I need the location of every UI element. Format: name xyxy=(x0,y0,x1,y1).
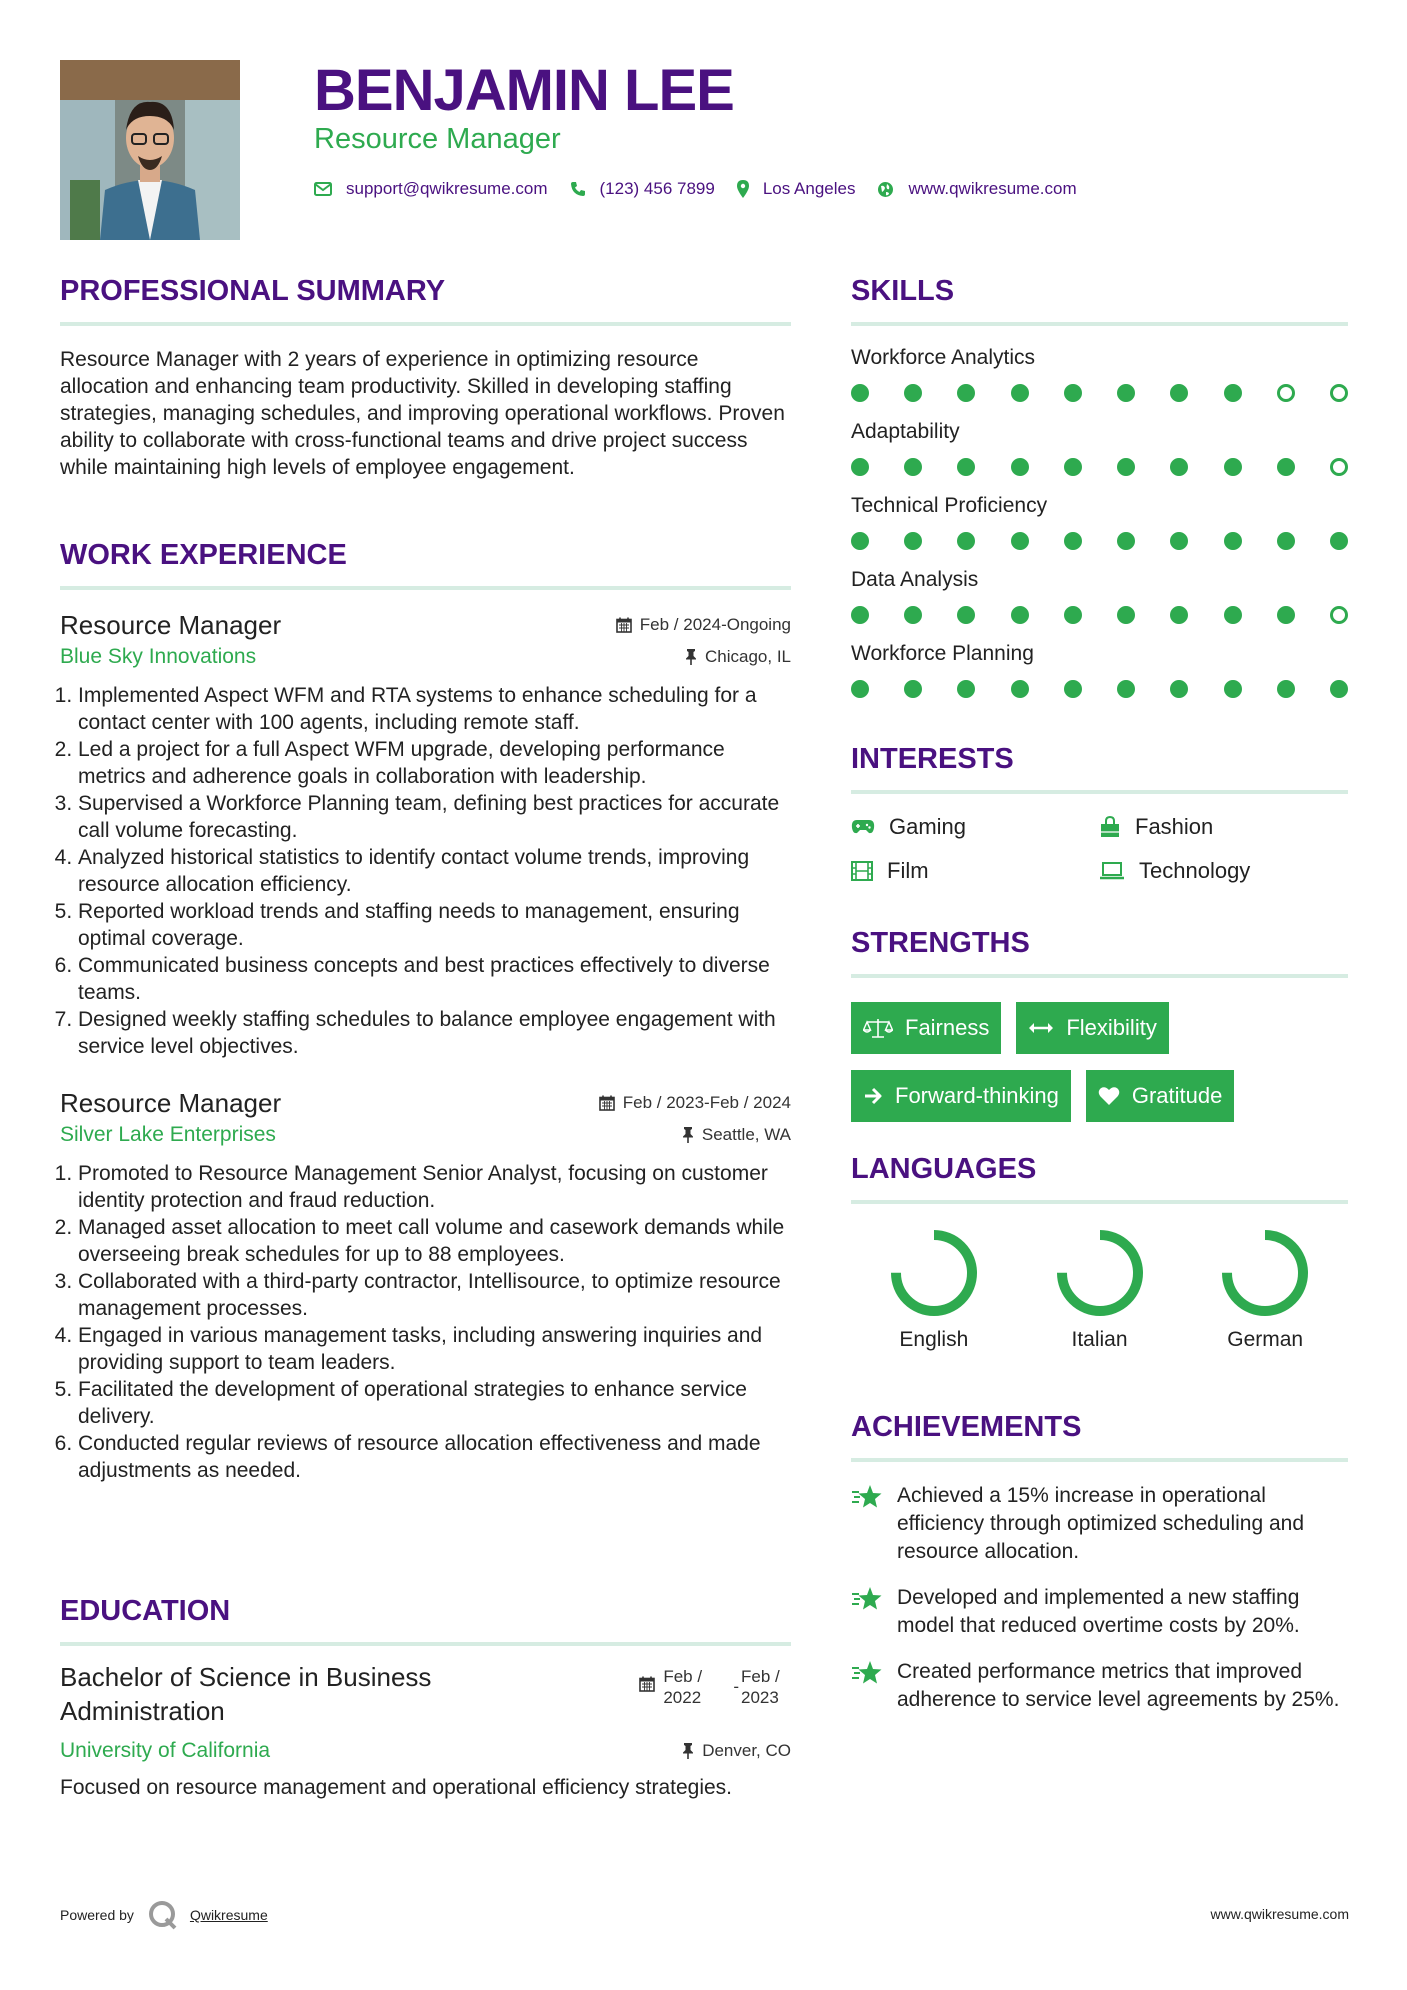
job-location-text: Seattle, WA xyxy=(701,1125,791,1144)
language-name: German xyxy=(1227,1328,1304,1351)
strength-label: Flexibility xyxy=(1066,1015,1157,1040)
interest-item xyxy=(1099,858,1347,884)
rating-dot-filled xyxy=(1277,680,1295,698)
achievement-item xyxy=(851,1482,1348,1566)
achievement-item xyxy=(851,1584,1348,1640)
rating-dot-filled xyxy=(904,606,922,624)
rating-dot-filled xyxy=(1170,532,1188,550)
language-item xyxy=(1017,1226,1183,1352)
duty-item: 1. Implemented Aspect WFM and RTA systems to enhance scheduling for a contact center with 100 agents, including remote staff. xyxy=(78,682,791,736)
calendar-icon xyxy=(639,1676,655,1692)
rating-dot-filled xyxy=(904,458,922,476)
rating-dot-filled xyxy=(1330,680,1348,698)
education-section xyxy=(60,1592,791,1801)
job-entry xyxy=(60,608,791,1060)
rating-dot-filled xyxy=(1117,384,1135,402)
achievement-item xyxy=(851,1658,1348,1714)
duty-list xyxy=(60,682,791,1060)
education-heading: EDUCATION xyxy=(60,1592,791,1646)
contact-phone[interactable] xyxy=(570,176,715,202)
summary-heading: PROFESSIONAL SUMMARY xyxy=(60,272,791,326)
company-name: Silver Lake Enterprises xyxy=(60,1123,276,1146)
rating-dot-filled xyxy=(1011,384,1029,402)
footer-website[interactable]: www.qwikresume.com xyxy=(1210,1906,1349,1922)
pushpin-icon xyxy=(682,1127,694,1143)
heart-icon xyxy=(1098,1086,1120,1106)
rating-dot-filled xyxy=(1064,606,1082,624)
website-text: www.qwikresume.com xyxy=(908,179,1077,198)
duty-item: 4. Engaged in various management tasks, including answering inquiries and providing support to team leaders. xyxy=(78,1322,791,1376)
skill-rating xyxy=(851,384,1348,402)
rating-dot-filled xyxy=(1224,680,1242,698)
rating-dot-filled xyxy=(1064,532,1082,550)
rating-dot-empty xyxy=(1330,458,1348,476)
powered-by-text: Powered by xyxy=(60,1907,134,1923)
degree-title: Bachelor of Science in Business Administration xyxy=(60,1662,432,1726)
achievements-heading: ACHIEVEMENTS xyxy=(851,1408,1348,1462)
rating-dot-filled xyxy=(1011,458,1029,476)
skill-name: Workforce Planning xyxy=(851,642,1034,665)
arrow-right-icon xyxy=(863,1087,883,1105)
language-level-arc xyxy=(1062,1235,1138,1311)
duty-item: 6. Conducted regular reviews of resource allocation effectiveness and made adjustments as needed. xyxy=(78,1430,791,1484)
summary-text: Resource Manager with 2 years of experience in optimizing resource allocation and enhancing team productivity. Skilled in developing staffing strategies, managing schedules, and improving operational workflows. Proven ability to collaborate with cross-functional teams and drive project success while maintaining high levels of employee engagement. xyxy=(60,348,785,479)
rating-dot-filled xyxy=(904,532,922,550)
skill-name: Adaptability xyxy=(851,420,960,443)
job-entry xyxy=(60,1086,791,1484)
qwikresume-logo-icon xyxy=(148,1900,178,1930)
rating-dot-filled xyxy=(1170,606,1188,624)
trophy-star-icon xyxy=(851,1484,883,1510)
candidate-title: Resource Manager xyxy=(314,123,561,155)
skill-rating xyxy=(851,680,1348,698)
calendar-icon xyxy=(599,1095,615,1111)
candidate-name: BENJAMIN LEE xyxy=(314,58,734,123)
experience-section xyxy=(60,536,791,1484)
rating-dot-filled xyxy=(851,532,869,550)
duty-item: 7. Designed weekly staffing schedules to balance employee engagement with service level objectives. xyxy=(78,1006,791,1060)
strength-tag xyxy=(851,1070,1071,1122)
job-dates-text: Feb / 2023-Feb / 2024 xyxy=(622,1093,791,1112)
school-name: University of California xyxy=(60,1739,271,1762)
duty-item: 3. Supervised a Workforce Planning team, defining best practices for accurate call volume forecasting. xyxy=(78,790,791,844)
strengths-section xyxy=(851,924,1348,1122)
education-location xyxy=(682,1741,791,1761)
skill-name: Technical Proficiency xyxy=(851,494,1048,517)
rating-dot-filled xyxy=(1330,532,1348,550)
rating-dot-filled xyxy=(1224,458,1242,476)
language-item xyxy=(1182,1226,1348,1352)
interest-label: Gaming xyxy=(889,814,967,839)
strength-tag xyxy=(851,1002,1001,1054)
rating-dot-filled xyxy=(1170,680,1188,698)
achievement-text: Achieved a 15% increase in operational efficiency through optimized scheduling and resource allocation. xyxy=(897,1484,1305,1563)
rating-dot-filled xyxy=(1011,680,1029,698)
interest-label: Technology xyxy=(1139,858,1251,883)
date-separator: - xyxy=(733,1677,739,1696)
language-name: English xyxy=(899,1328,969,1351)
pushpin-icon xyxy=(685,649,697,665)
education-description: Focused on resource management and operational efficiency strategies. xyxy=(60,1776,733,1799)
duty-item: 3. Collaborated with a third-party contractor, Intellisource, to optimize resource management processes. xyxy=(78,1268,791,1322)
job-location xyxy=(685,647,791,667)
rating-dot-filled xyxy=(1170,458,1188,476)
rating-dot-empty xyxy=(1330,384,1348,402)
rating-dot-filled xyxy=(1277,458,1295,476)
skill-rating xyxy=(851,458,1348,476)
rating-dot-filled xyxy=(1277,606,1295,624)
skill-rating xyxy=(851,532,1348,550)
rating-dot-filled xyxy=(1224,384,1242,402)
duty-list xyxy=(60,1160,791,1484)
languages-heading: LANGUAGES xyxy=(851,1150,1348,1204)
film-icon xyxy=(851,861,873,881)
phone-icon xyxy=(570,181,586,197)
interests-heading: INTERESTS xyxy=(851,740,1348,794)
job-dates-text: Feb / 2024-Ongoing xyxy=(639,615,791,634)
gamepad-icon xyxy=(851,819,875,835)
rating-dot-filled xyxy=(1011,532,1029,550)
rating-dot-filled xyxy=(957,384,975,402)
skills-heading: SKILLS xyxy=(851,272,1348,326)
interest-label: Film xyxy=(887,858,929,883)
language-progress-ring xyxy=(887,1226,981,1320)
contact-bar xyxy=(314,176,1099,202)
education-location-text: Denver, CO xyxy=(702,1741,791,1760)
strength-label: Fairness xyxy=(905,1015,990,1040)
company-name: Blue Sky Innovations xyxy=(60,645,257,668)
rating-dot-filled xyxy=(1277,532,1295,550)
rating-dot-filled xyxy=(851,606,869,624)
rating-dot-filled xyxy=(851,458,869,476)
summary-section xyxy=(60,272,791,481)
contact-website[interactable] xyxy=(877,176,1076,202)
rating-dot-filled xyxy=(1224,606,1242,624)
language-level-arc xyxy=(896,1235,972,1311)
achievement-text: Created performance metrics that improved adherence to service level agreements by 25%. xyxy=(897,1660,1340,1711)
achievement-text: Developed and implemented a new staffing model that reduced overtime costs by 20%. xyxy=(897,1586,1300,1637)
achievements-section xyxy=(851,1408,1348,1714)
education-start: Feb / 2022 xyxy=(663,1667,703,1707)
rating-dot-filled xyxy=(904,384,922,402)
phone-text: (123) 456 7899 xyxy=(599,179,715,198)
strength-label: Forward-thinking xyxy=(895,1083,1059,1108)
skill-rating xyxy=(851,606,1348,624)
job-dates xyxy=(616,615,791,635)
rating-dot-filled xyxy=(957,606,975,624)
rating-dot-filled xyxy=(1224,532,1242,550)
interest-item xyxy=(1099,814,1347,840)
brand-link[interactable]: Qwikresume xyxy=(189,1907,268,1923)
job-location xyxy=(682,1125,791,1145)
rating-dot-filled xyxy=(1117,458,1135,476)
rating-dot-filled xyxy=(1011,606,1029,624)
language-level-arc xyxy=(1227,1235,1303,1311)
duty-item: 5. Reported workload trends and staffing needs to management, ensuring optimal coverage. xyxy=(78,898,791,952)
scale-icon xyxy=(863,1017,893,1039)
laptop-icon xyxy=(1099,862,1125,880)
arrows-horizontal-icon xyxy=(1028,1021,1054,1035)
interest-item xyxy=(851,858,1099,884)
languages-section xyxy=(851,1150,1348,1352)
skill-name: Data Analysis xyxy=(851,568,979,591)
rating-dot-filled xyxy=(904,680,922,698)
languages-list xyxy=(851,1226,1348,1352)
job-title: Resource Manager xyxy=(60,610,282,640)
experience-heading: WORK EXPERIENCE xyxy=(60,536,791,590)
rating-dot-filled xyxy=(1064,384,1082,402)
rating-dot-empty xyxy=(1277,384,1295,402)
calendar-icon xyxy=(616,617,632,633)
language-progress-ring xyxy=(1218,1226,1312,1320)
duty-item: 4. Analyzed historical statistics to identify contact volume trends, improving resource allocation efficiency. xyxy=(78,844,791,898)
strength-tag xyxy=(1016,1002,1168,1054)
skills-section xyxy=(851,272,1348,698)
contact-location xyxy=(737,176,856,202)
rating-dot-filled xyxy=(851,680,869,698)
rating-dot-empty xyxy=(1330,606,1348,624)
job-location-text: Chicago, IL xyxy=(705,647,791,666)
strength-label: Gratitude xyxy=(1131,1083,1223,1108)
duty-item: 2. Led a project for a full Aspect WFM upgrade, developing performance metrics and adherence goals in collaboration with leadership. xyxy=(78,736,791,790)
interests-section xyxy=(851,740,1348,884)
pushpin-icon xyxy=(682,1743,694,1759)
education-dates xyxy=(639,1666,791,1728)
duty-item: 6. Communicated business concepts and best practices effectively to diverse teams. xyxy=(78,952,791,1006)
email-text: support@qwikresume.com xyxy=(346,179,548,198)
rating-dot-filled xyxy=(851,384,869,402)
language-item xyxy=(851,1226,1017,1352)
job-dates xyxy=(599,1093,791,1113)
interest-item xyxy=(851,814,1099,840)
language-progress-ring xyxy=(1053,1226,1147,1320)
rating-dot-filled xyxy=(1117,680,1135,698)
envelope-icon xyxy=(314,182,332,196)
profile-photo xyxy=(60,60,240,240)
rating-dot-filled xyxy=(1117,532,1135,550)
contact-email[interactable] xyxy=(314,176,548,202)
duty-item: 2. Managed asset allocation to meet call volume and casework demands while overseeing break schedules for up to 88 employees. xyxy=(78,1214,791,1268)
rating-dot-filled xyxy=(957,680,975,698)
strength-tag xyxy=(1086,1070,1235,1122)
rating-dot-filled xyxy=(1064,680,1082,698)
rating-dot-filled xyxy=(1170,384,1188,402)
job-title: Resource Manager xyxy=(60,1088,282,1118)
trophy-star-icon xyxy=(851,1586,883,1612)
globe-icon xyxy=(877,181,894,198)
skill-name: Workforce Analytics xyxy=(851,346,1036,369)
map-pin-icon xyxy=(737,180,749,198)
interest-label: Fashion xyxy=(1135,814,1214,839)
duty-item: 5. Facilitated the development of operational strategies to enhance service delivery. xyxy=(78,1376,791,1430)
duty-item: 1. Promoted to Resource Management Senior Analyst, focusing on customer identity protection and fraud reduction. xyxy=(78,1160,791,1214)
rating-dot-filled xyxy=(957,532,975,550)
skills-list xyxy=(851,344,1348,698)
footer-branding xyxy=(60,1900,268,1930)
language-name: Italian xyxy=(1071,1328,1128,1351)
rating-dot-filled xyxy=(1117,606,1135,624)
education-end: Feb / 2023 xyxy=(741,1667,780,1707)
location-text: Los Angeles xyxy=(762,179,856,198)
rating-dot-filled xyxy=(957,458,975,476)
trophy-star-icon xyxy=(851,1660,883,1686)
shopping-bag-icon xyxy=(1099,816,1121,838)
strengths-heading: STRENGTHS xyxy=(851,924,1348,978)
rating-dot-filled xyxy=(1064,458,1082,476)
